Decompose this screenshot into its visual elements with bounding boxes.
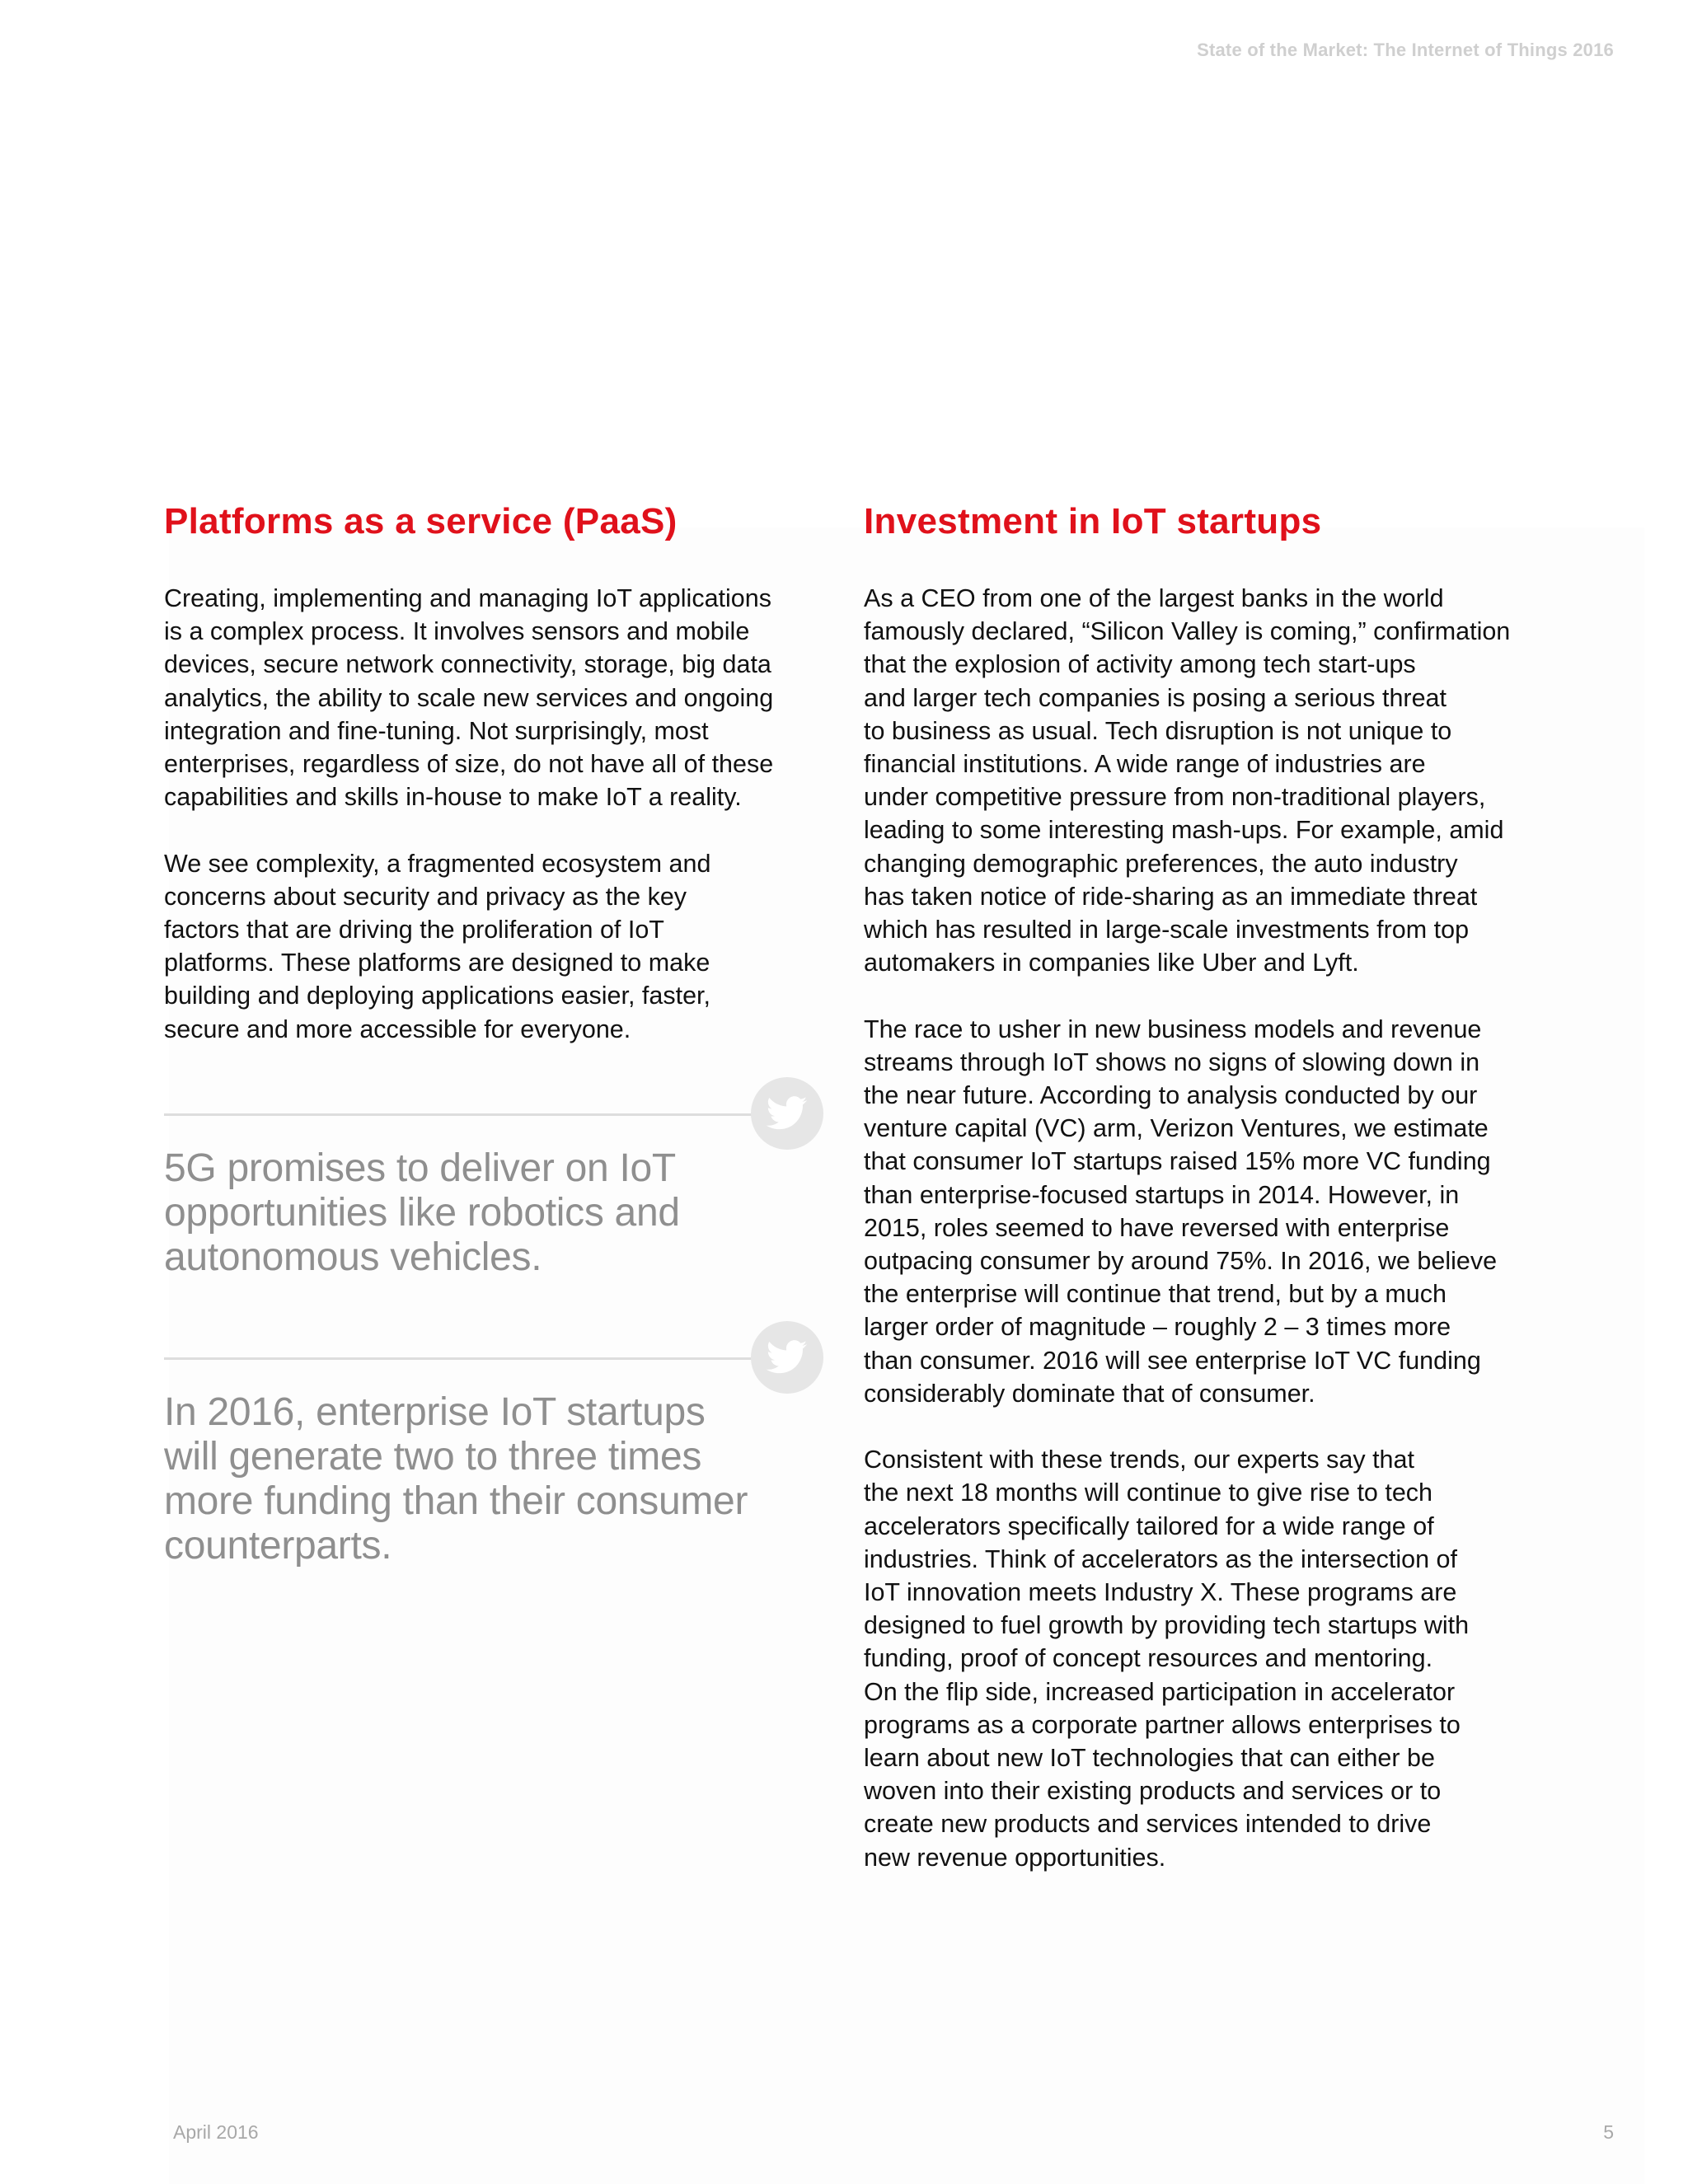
body-paragraph: Creating, implementing and managing IoT applications is a complex process. It involves sensors and mobile devices, secure network connectivity, storage, big data analytics, the ability to scale new services and ongoing integration and fine-tuning. Not surprisingly, most enterprises, regardless of size, do not have all of these capabilities and skills in-house to make IoT a reality. bbox=[164, 584, 774, 812]
pull-quote bbox=[164, 1077, 823, 1280]
body-paragraph: We see complexity, a fragmented ecosystem and concerns about security and privacy as the key factors that are driving the proliferation of IoT platforms. These platforms are designed to make building and deploying applications easier, faster, secure and more accessible for everyone. bbox=[164, 849, 711, 1043]
body-paragraph: Consistent with these trends, our experts say that the next 18 months will continue to give rise to tech accelerators specifically tailored for a wide range of industries. Think of accelerators as the intersection of IoT innovation meets Industry X. These programs are designed to fuel growth by providing tech startups with funding, proof of concept resources and mentoring. On the flip side, increased participation in accelerator programs as a corporate partner allows enterprises to learn about new IoT technologies that can either be woven into their existing products and services or to create new products and services intended to drive new revenue opportunities. bbox=[864, 1446, 1470, 1872]
footer-date: April 2016 bbox=[173, 2121, 259, 2143]
twitter-icon bbox=[767, 1096, 808, 1131]
section-title-paas: Platforms as a service (PaaS) bbox=[164, 501, 678, 541]
twitter-icon bbox=[767, 1340, 808, 1375]
body-paragraph: The race to usher in new business models and revenue streams through IoT shows no signs of slowing down in the near future. According to analysis conducted by our venture capital (VC) arm, Verizon Ventures, we estimate that consumer IoT startups raised 15% more VC funding than enterprise-focused startups in 2014. However, in 2015, roles seemed to have reversed with enterprise outpacing consumer by around 75%. In 2016, we believe the enterprise will continue that trend, but by a much larger order of magnitude – roughly 2 – 3 times more than consumer. 2016 will see enterprise IoT VC funding considerably dominate that of consumer. bbox=[864, 1015, 1498, 1408]
quote-divider bbox=[164, 1113, 757, 1116]
tweet-button[interactable] bbox=[751, 1077, 823, 1150]
pull-quote bbox=[164, 1321, 823, 1568]
quote-text: In 2016, enterprise IoT startups will generate two to three times more funding than their consumer counterparts. bbox=[164, 1390, 748, 1568]
tweet-button[interactable] bbox=[751, 1321, 823, 1394]
quote-divider bbox=[164, 1357, 757, 1360]
running-header: State of the Market: The Internet of Things 2016 bbox=[1197, 40, 1614, 60]
left-column bbox=[164, 494, 823, 1568]
quote-text: 5G promises to deliver on IoT opportunities like robotics and autonomous vehicles. bbox=[164, 1146, 680, 1279]
body-paragraph: As a CEO from one of the largest banks in the world famously declared, “Silicon Valley is coming,” confirmation that the explosion of activity among tech start-ups and larger tech companies is posing a serious threat to business as usual. Tech disruption is not unique to financial institutions. A wide range of industries are under competitive pressure from non-traditional players, leading to some interesting mash-ups. For example, amid changing demographic preferences, the auto industry has taken notice of ride-sharing as an immediate threat which has resulted in large-scale investments from top automakers in companies like Uber and Lyft. bbox=[864, 584, 1511, 977]
section-title-investment: Investment in IoT startups bbox=[864, 501, 1322, 541]
page-number: 5 bbox=[1603, 2121, 1614, 2143]
right-column bbox=[864, 494, 1548, 1874]
